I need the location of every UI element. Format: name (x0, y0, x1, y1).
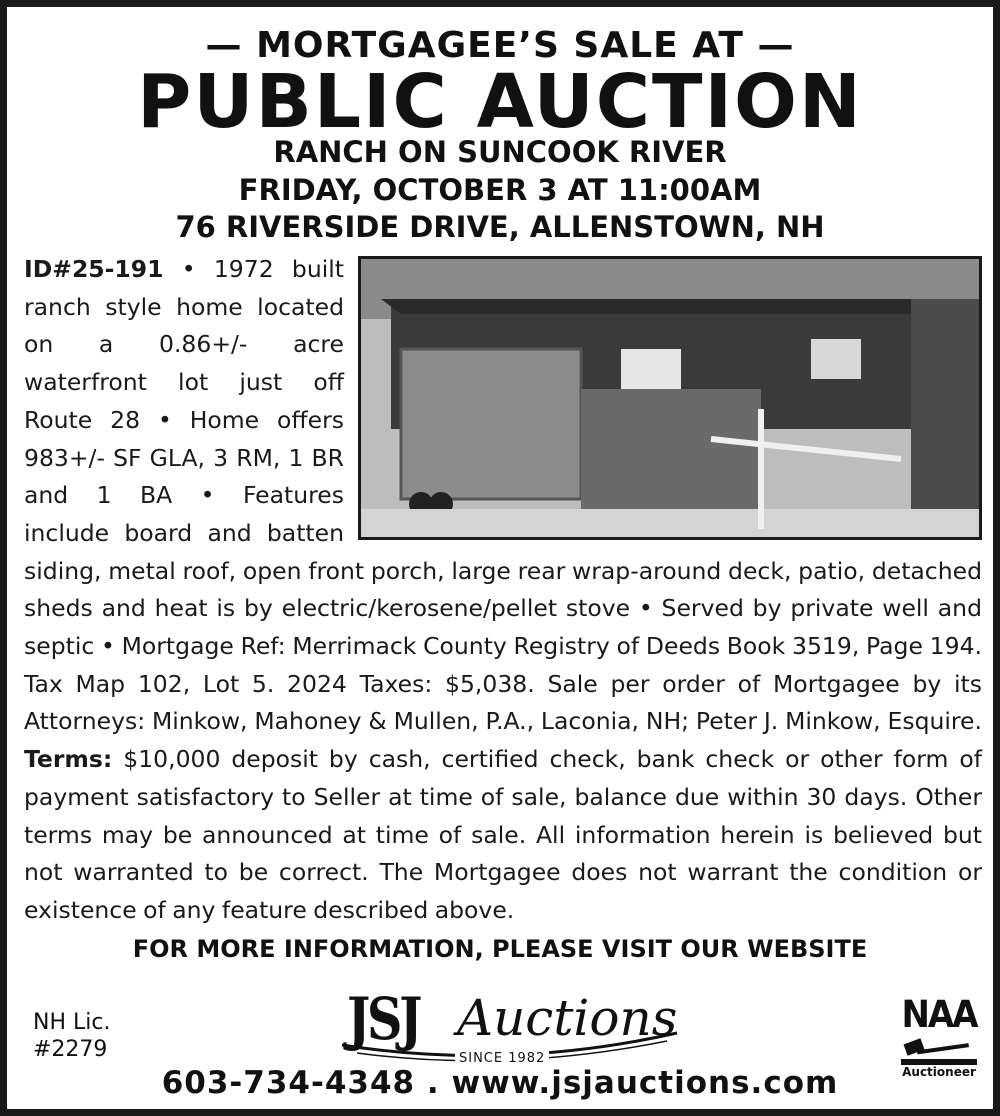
more-info-heading: FOR MORE INFORMATION, PLEASE VISIT OUR WEBSITE (132, 935, 868, 963)
contact-line (7, 1065, 993, 1101)
property-name: RANCH ON SUNCOOK RIVER (273, 135, 727, 169)
license-label: NH Lic. (33, 1010, 111, 1035)
contact-separator: . (415, 1065, 452, 1101)
logo-since: SINCE 1982 (455, 1051, 549, 1066)
ad-subtitle: — MORTGAGEE’S SALE AT — (205, 25, 795, 66)
naa-logo (899, 995, 979, 1083)
ad-title: PUBLIC AUCTION (137, 59, 863, 145)
terms-label: Terms: (24, 745, 113, 774)
house-photo-icon (361, 259, 979, 537)
logo-auctions: Auctions (457, 989, 678, 1047)
jsj-auctions-logo (337, 985, 682, 1067)
listing-text: • 1972 built ranch style home located on a 0.86+/- acre waterfront lot just off Route 28 • Home offers 983+/- SF GLA, 3 RM, 1 BR and 1 BA • Features include board and batten siding, metal roof, open front porch, large rear wrap-around deck, patio, detached sheds and heat is by electric/kerosene/pellet stove • Served by private well and septic • Mortgage Ref: Merrimack County Registry of Deeds Book 3519, Page 194. Tax Map 102, Lot 5. 2024 Taxes: $5,038. Sale per order of Mortgagee by its Attorneys: Minkow, Mahoney & Mullen, P.A., Laconia, NH; Peter J. Minkow, Esquire. (24, 255, 982, 736)
listing-description (24, 251, 982, 930)
logo-jsj: JSJ (347, 985, 420, 1053)
license-id: #2279 (33, 1037, 108, 1062)
auction-date: FRIDAY, OCTOBER 3 AT 11:00AM (238, 173, 762, 207)
license-number (33, 1009, 110, 1063)
gavel-icon (901, 1037, 977, 1067)
listing-id: ID#25-191 (24, 255, 164, 283)
terms-text: $10,000 deposit by cash, certified check, bank check or other form of payment satisfactory to Seller at time of sale, balance due within 30 days. Other terms may be announced at time of sale. All information herein is believed but not warranted to be correct. The Mortgagee does not warrant the condition or existence of any feature described above. (24, 745, 982, 924)
naa-mark: NAA (901, 993, 977, 1037)
auction-address: 76 RIVERSIDE DRIVE, ALLENSTOWN, NH (175, 210, 825, 244)
phone-number[interactable]: 603-734-4348 (161, 1065, 416, 1101)
naa-caption: Auctioneer (902, 1065, 976, 1079)
house-photo (358, 256, 982, 540)
website-link[interactable]: www.jsjauctions.com (451, 1065, 839, 1101)
